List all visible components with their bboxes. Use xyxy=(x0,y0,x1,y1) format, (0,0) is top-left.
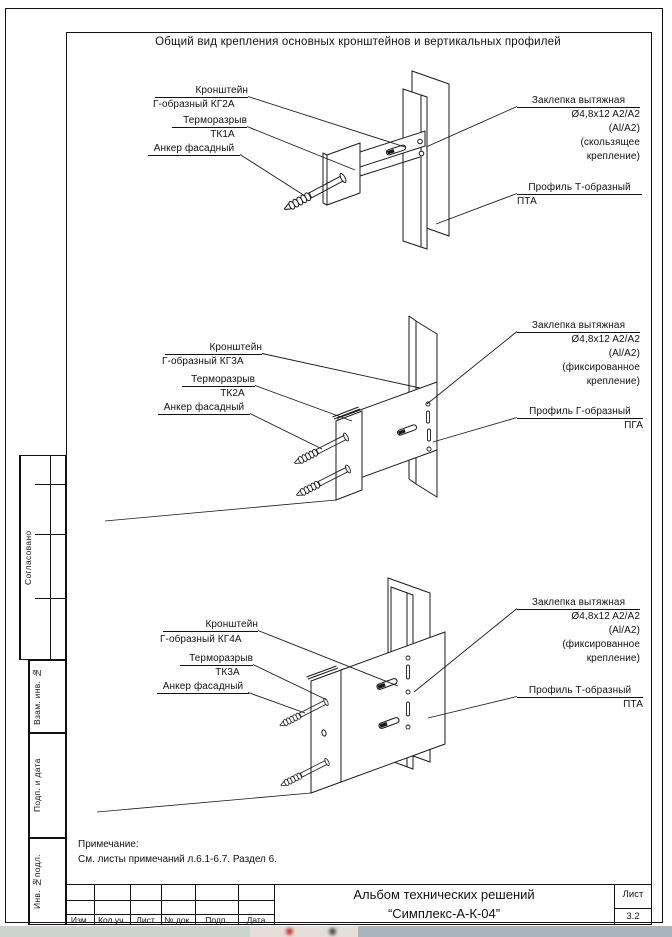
detail-1-rivet-label-line-3: (Al/A2) xyxy=(608,123,640,134)
album-title-line-2: “Симплекс-А-К-04” xyxy=(387,906,501,921)
detail-1-profile-label-line-2: ПТА xyxy=(517,196,537,207)
detail-1-thermal-label-line-1: Терморазрыв xyxy=(172,115,247,128)
detail-1-profile-label-line-1: Профиль Т-образный xyxy=(517,182,642,195)
detail-3-thermal-label-line-1: Терморазрыв xyxy=(180,653,253,666)
sheet-number: 3.2 xyxy=(626,911,640,922)
stamp-col-list: Лист xyxy=(136,915,155,925)
detail-1-drawing xyxy=(240,71,517,249)
drawing-title: Общий вид крепления основных кронштейнов и вертикальных профилей xyxy=(155,36,561,48)
detail-1-rivet-label-line-4: (скользящее xyxy=(580,137,640,148)
detail-3-rivet-label-line-3: (Al/A2) xyxy=(608,625,640,636)
detail-1-rivet-label-line-2: Ø4,8x12 A2/A2 xyxy=(571,109,640,120)
detail-2-profile-label-line-2: ПГА xyxy=(624,420,643,431)
detail-2-anchor-label: Анкер фасадный xyxy=(158,402,250,415)
detail-3-bracket-label-line-1: Кронштейн xyxy=(163,619,258,632)
detail-1-rivet-label-line-5: крепление) xyxy=(586,151,640,162)
vzam-inv-box xyxy=(28,660,66,733)
inv-podl-label: Инв. №подл. xyxy=(29,839,45,924)
detail-3-rivet-label-line-2: Ø4,8x12 A2/A2 xyxy=(571,611,640,622)
detail-2-thermal-label-line-2: ТК2А xyxy=(220,388,245,399)
inv-podl-box xyxy=(28,838,66,925)
detail-3-bracket-label-line-2: Г-образный КГ4А xyxy=(160,634,242,645)
sheet-label: Лист xyxy=(622,889,644,900)
detail-3-anchor-label: Анкер фасадный xyxy=(157,681,249,694)
dark-dot-icon xyxy=(329,928,336,935)
stamp-col-izm: Изм. xyxy=(70,915,90,925)
stamp-col-podp: Подп. xyxy=(205,915,228,925)
podp-data-label: Подп. и дата xyxy=(29,734,45,837)
detail-2-bracket-label-line-2: Г-образный КГ3А xyxy=(162,356,244,367)
detail-1-bracket-label-line-1: Кронштейн xyxy=(155,85,248,98)
detail-3-profile-label-line-2: ПТА xyxy=(623,699,643,710)
podp-data-box xyxy=(28,733,66,838)
detail-3-rivet-label-line-4: (фиксированное xyxy=(562,639,640,650)
stamp-col-data: Дата xyxy=(246,915,266,925)
footer-strip-right xyxy=(358,926,672,937)
stamp-col-koluch: Кол.уч. xyxy=(98,915,126,925)
stamp-col-ndok: № док. xyxy=(164,915,192,925)
detail-2-rivet-label-line-5: крепление) xyxy=(586,376,640,387)
detail-1-thermal-label-line-2: ТК1А xyxy=(210,129,235,140)
detail-1-rivet-label-line-1: Заклепка вытяжная xyxy=(517,95,640,108)
album-title-line-1: Альбом технических решений xyxy=(353,887,535,902)
title-block xyxy=(66,884,652,925)
detail-3-thermal-label-line-2: ТК3А xyxy=(215,667,240,678)
soglasovano-label: Согласовано xyxy=(20,456,36,659)
note-heading: Примечание: xyxy=(78,839,139,850)
soglasovano-box xyxy=(19,455,66,660)
footer-strip-middle xyxy=(250,926,358,937)
detail-1-bracket-label-line-2: Г-образный КГ2А xyxy=(153,99,235,110)
red-dot-icon xyxy=(286,928,293,935)
note-text: См. листы примечаний л.6.1-6.7. Раздел 6. xyxy=(78,854,278,865)
detail-2-bracket-label-line-1: Кронштейн xyxy=(165,342,262,355)
detail-3-profile-label-line-1: Профиль Т-образный xyxy=(517,685,643,698)
detail-2-rivet-label-line-2: Ø4,8x12 A2/A2 xyxy=(571,334,640,345)
detail-2-rivet-label-line-4: (фиксированное xyxy=(562,362,640,373)
detail-2-rivet-label-line-1: Заклепка вытяжная xyxy=(517,320,640,333)
detail-3-rivet-label-line-5: крепление) xyxy=(586,653,640,664)
detail-2-profile-label-line-1: Профиль Г-образный xyxy=(517,406,643,419)
detail-2-rivet-label-line-3: (Al/A2) xyxy=(608,348,640,359)
detail-1-anchor-label: Анкер фасадный xyxy=(148,143,240,156)
detail-2-thermal-label-line-1: Терморазрыв xyxy=(182,374,255,387)
footer-strip-left xyxy=(0,926,250,937)
vzam-inv-label: Взам. инв. № xyxy=(29,661,45,732)
detail-3-rivet-label-line-1: Заклепка вытяжная xyxy=(517,597,640,610)
detail-3-drawing xyxy=(97,578,517,812)
